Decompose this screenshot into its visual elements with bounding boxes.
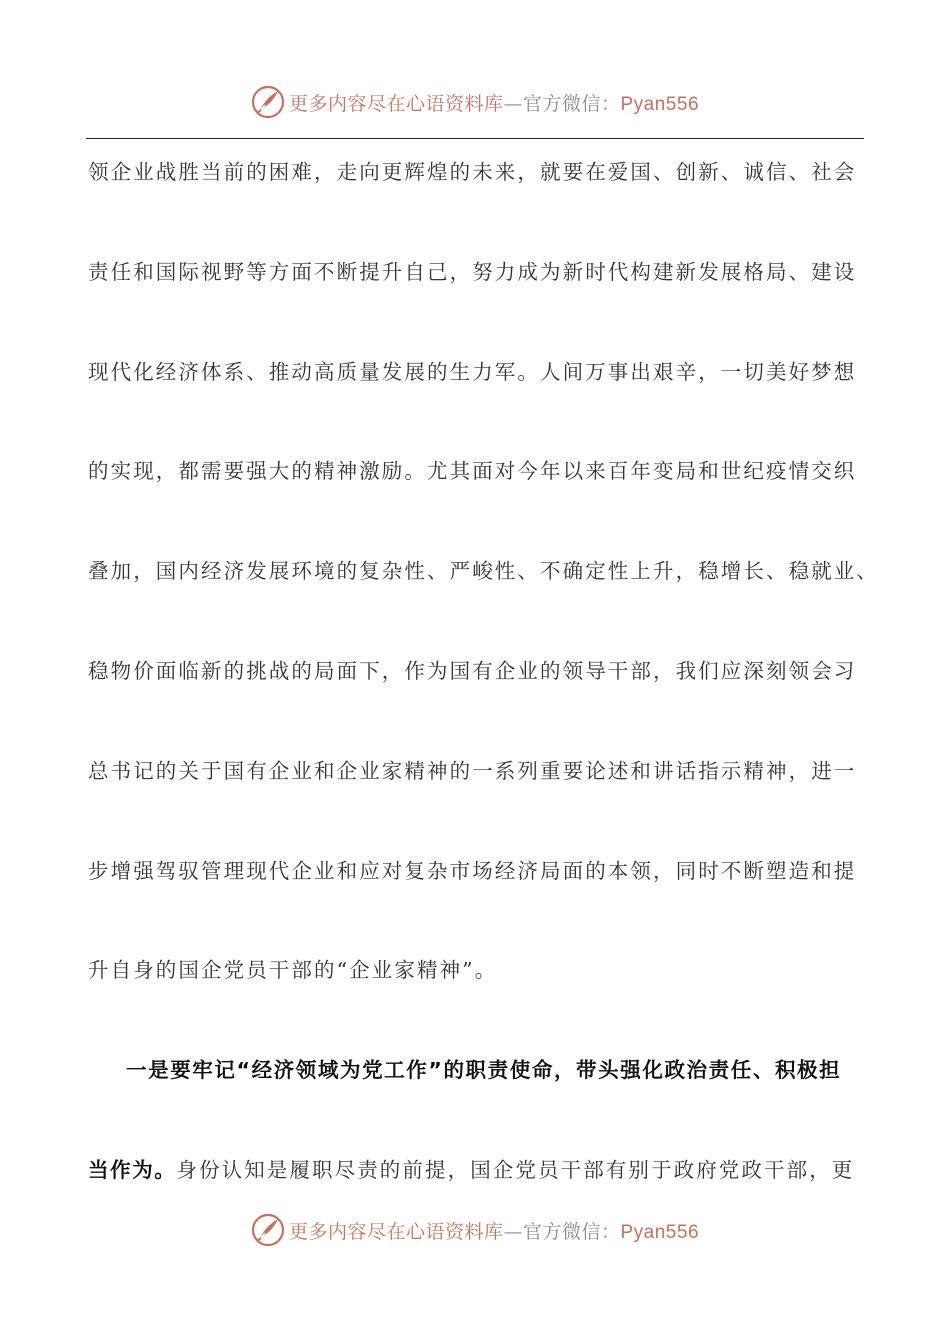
quill-pen-logo-icon (251, 85, 285, 119)
section-heading-tail: 当作为。 (88, 1157, 177, 1182)
section-heading: 一是要牢记“经济领域为党工作”的职责使命，带头强化政治责任、积极担 (126, 1058, 842, 1083)
body-line: 升自身的国企党员干部的“企业家精神”。 (88, 958, 498, 983)
body-line-rest: 身份认知是履职尽责的前提，国企党员干部有别于政府党政干部，更 (176, 1157, 855, 1182)
footer-wechat-handle: Pyan556 (620, 1221, 700, 1243)
header-banner (0, 82, 950, 122)
footer-dash: — (503, 1220, 523, 1243)
header-dash: — (503, 92, 523, 115)
header-wechat-label: 官方微信： (522, 92, 621, 115)
body-line: 步增强驾驭管理现代企业和应对复杂市场经济局面的本领，同时不断塑造和提 (88, 858, 857, 883)
body-line: 领企业战胜当前的困难，走向更辉煌的未来，就要在爱国、创新、诚信、社会 (88, 160, 857, 184)
body-line: 现代化经济体系、推动高质量发展的生力军。人间万事出艰辛，一切美好梦想 (88, 359, 857, 384)
footer-banner (0, 1210, 950, 1250)
body-line: 责任和国际视野等方面不断提升自己，努力成为新时代构建新发展格局、建设 (88, 259, 857, 284)
footer-wechat-label: 官方微信： (522, 1220, 621, 1243)
header-divider (86, 138, 864, 139)
body-line: 的实现，都需要强大的精神激励。尤其面对今年以来百年变局和世纪疫情交织 (88, 459, 857, 484)
footer-site-text: 更多内容尽在心语资料库 (288, 1220, 504, 1243)
header-wechat-handle: Pyan556 (620, 93, 700, 115)
document-body (88, 150, 879, 1248)
header-site-text: 更多内容尽在心语资料库 (288, 92, 504, 115)
quill-pen-logo-icon (251, 1213, 285, 1247)
body-line: 总书记的关于国有企业和企业家精神的一系列重要论述和讲话指示精神，进一 (88, 758, 857, 783)
body-line: 叠加，国内经济发展环境的复杂性、严峻性、不确定性上升，稳增长、稳就业、 (88, 559, 879, 584)
body-line: 稳物价面临新的挑战的局面下，作为国有企业的领导干部，我们应深刻领会习 (88, 658, 857, 683)
